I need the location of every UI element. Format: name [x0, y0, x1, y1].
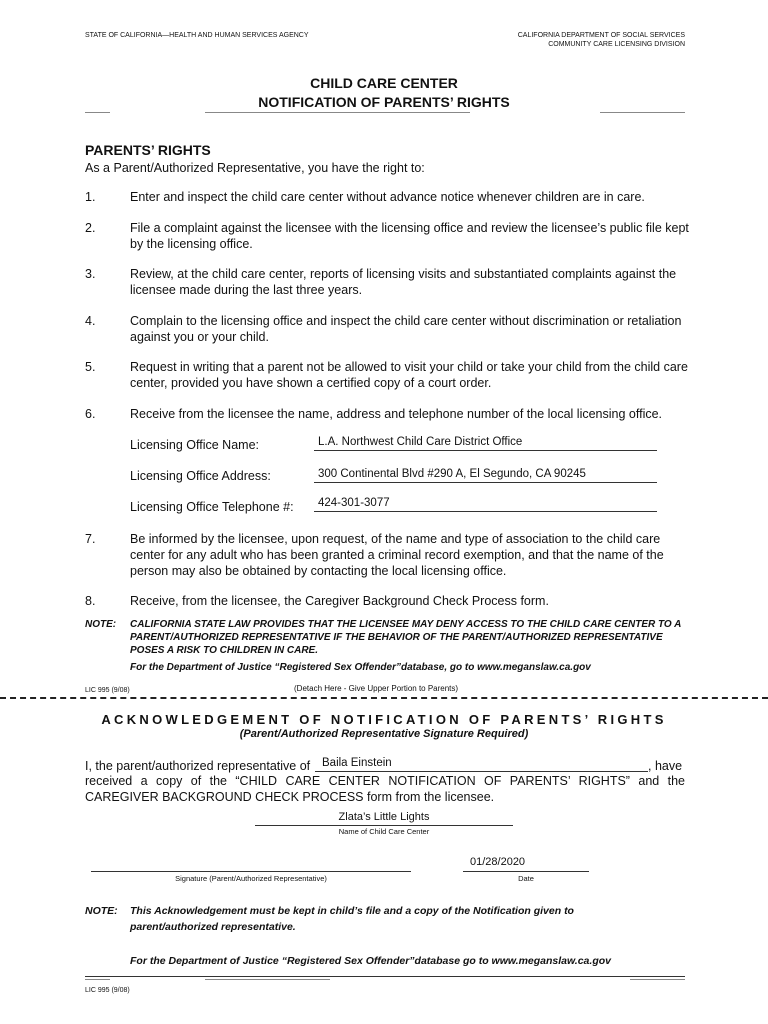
parent-name-value: Baila Einstein — [322, 757, 392, 769]
rights-item-text: File a complaint against the licensee with the licensing office and review the licensee’s public file kept by the licensing office. — [130, 221, 689, 251]
office-phone-value: 424-301-3077 — [318, 497, 390, 509]
ack-title: ACKNOWLEDGEMENT OF NOTIFICATION OF PARENTS’ RIGHTS — [101, 712, 667, 727]
office-address-value: 300 Continental Blvd #290 A, El Segundo, CA 90245 — [318, 468, 586, 480]
rights-item-number: 8. — [85, 594, 96, 608]
ack-text-have: , have — [648, 759, 683, 773]
office-phone-label: Licensing Office Telephone #: — [130, 500, 294, 514]
center-name-underline — [255, 825, 513, 826]
rights-item-text: Be informed by the licensee, upon request, of the name and type of association to the child care center for any adult who has been granted a criminal record exemption, and that the name of the person may also be obtained by contacting the local licensing office. — [130, 532, 664, 578]
ack-text-line2: received a copy of the “CHILD CARE CENTER NOTIFICATION OF PARENTS’ RIGHTS” and the — [85, 774, 685, 788]
ack-note-line2: parent/authorized representative. — [130, 921, 296, 933]
rights-item-number: 5. — [85, 360, 96, 374]
rights-item-number: 1. — [85, 190, 96, 204]
rights-intro: As a Parent/Authorized Representative, you have the right to: — [85, 161, 425, 175]
signature-label: Signature (Parent/Authorized Representative) — [175, 874, 327, 883]
bottom-rule-center — [205, 979, 330, 980]
bottom-rule-left — [85, 979, 110, 980]
office-address-label: Licensing Office Address: — [130, 469, 271, 483]
detach-line — [0, 697, 768, 699]
title-rule-center — [205, 112, 470, 113]
bottom-rule-right — [630, 979, 685, 980]
form-id-bottom: LIC 995 (9/08) — [85, 987, 130, 994]
rights-doj-text: For the Department of Justice “Registered Sex Offender”database, go to www.meganslaw.ca.gov — [130, 662, 591, 673]
date-value: 01/28/2020 — [470, 856, 526, 868]
ack-text-line3: CAREGIVER BACKGROUND CHECK PROCESS form from the licensee. — [85, 790, 495, 804]
form-id-top: LIC 995 (9/08) — [85, 687, 130, 694]
header-agency: STATE OF CALIFORNIA—HEALTH AND HUMAN SERVICES AGENCY — [85, 32, 309, 39]
ack-note-label: NOTE: — [85, 905, 118, 917]
center-name-label: Name of Child Care Center — [338, 827, 430, 836]
office-name-value: L.A. Northwest Child Care District Office — [318, 436, 523, 448]
header-department: CALIFORNIA DEPARTMENT OF SOCIAL SERVICES — [517, 32, 685, 39]
rights-heading: PARENTS’ RIGHTS — [85, 142, 211, 158]
rights-item-text: Request in writing that a parent not be allowed to visit your child or take your child from the child care center, provided you have shown a certified copy of a court order. — [130, 360, 688, 390]
title-rule-right — [600, 112, 685, 113]
date-label: Date — [518, 874, 534, 883]
center-name-value: Zlata’s Little Lights — [338, 811, 430, 823]
rights-item-text: Enter and inspect the child care center without advance notice whenever children are in care. — [130, 190, 645, 204]
rights-item-text: Receive from the licensee the name, address and telephone number of the local licensing office. — [130, 407, 663, 421]
rights-note-text: CALIFORNIA STATE LAW PROVIDES THAT THE LICENSEE MAY DENY ACCESS TO THE CHILD CARE CENTER TO A PARENT/AUTHORIZED REPRESENTATIVE IF THE BEHAVIOR OF THE PARENT/AUTHORIZED REPRESENTATIVE POSES A RISK TO CHILDREN IN CARE. — [130, 619, 681, 656]
office-name-label: Licensing Office Name: — [130, 438, 259, 452]
ack-note-line1: This Acknowledgement must be kept in child’s file and a copy of the Notification given to — [130, 905, 574, 917]
bottom-rule — [85, 976, 685, 977]
rights-item-number: 3. — [85, 267, 96, 281]
date-underline — [463, 871, 589, 872]
rights-item-number: 6. — [85, 407, 96, 421]
ack-text-start: I, the parent/authorized representative of — [85, 759, 311, 773]
ack-doj-text: For the Department of Justice “Registered Sex Offender”database go to www.meganslaw.ca.gov — [130, 955, 611, 967]
detach-instruction: (Detach Here - Give Upper Portion to Parents) — [294, 684, 459, 693]
rights-item-text: Receive, from the licensee, the Caregiver Background Check Process form. — [130, 594, 549, 608]
title-rule-left — [85, 112, 110, 113]
form-title-line2: NOTIFICATION OF PARENTS’ RIGHTS — [258, 94, 510, 110]
office-phone-underline — [314, 511, 657, 512]
form-title-line1: CHILD CARE CENTER — [310, 75, 458, 91]
header-division: COMMUNITY CARE LICENSING DIVISION — [548, 41, 685, 48]
rights-note-label: NOTE: — [85, 619, 117, 630]
ack-subtitle: (Parent/Authorized Representative Signature Required) — [239, 728, 529, 740]
rights-item-number: 4. — [85, 314, 96, 328]
rights-item-text: Review, at the child care center, reports of licensing visits and substantiated complaints against the licensee made during the last three years. — [130, 267, 677, 297]
rights-item-number: 7. — [85, 532, 96, 546]
office-address-underline — [314, 482, 657, 483]
rights-item-number: 2. — [85, 221, 96, 235]
office-name-underline — [314, 450, 657, 451]
parent-name-underline — [315, 771, 648, 772]
rights-item-text: Complain to the licensing office and inspect the child care center without discrimination or retaliation against you or your child. — [130, 314, 682, 344]
signature-underline[interactable] — [91, 871, 411, 872]
